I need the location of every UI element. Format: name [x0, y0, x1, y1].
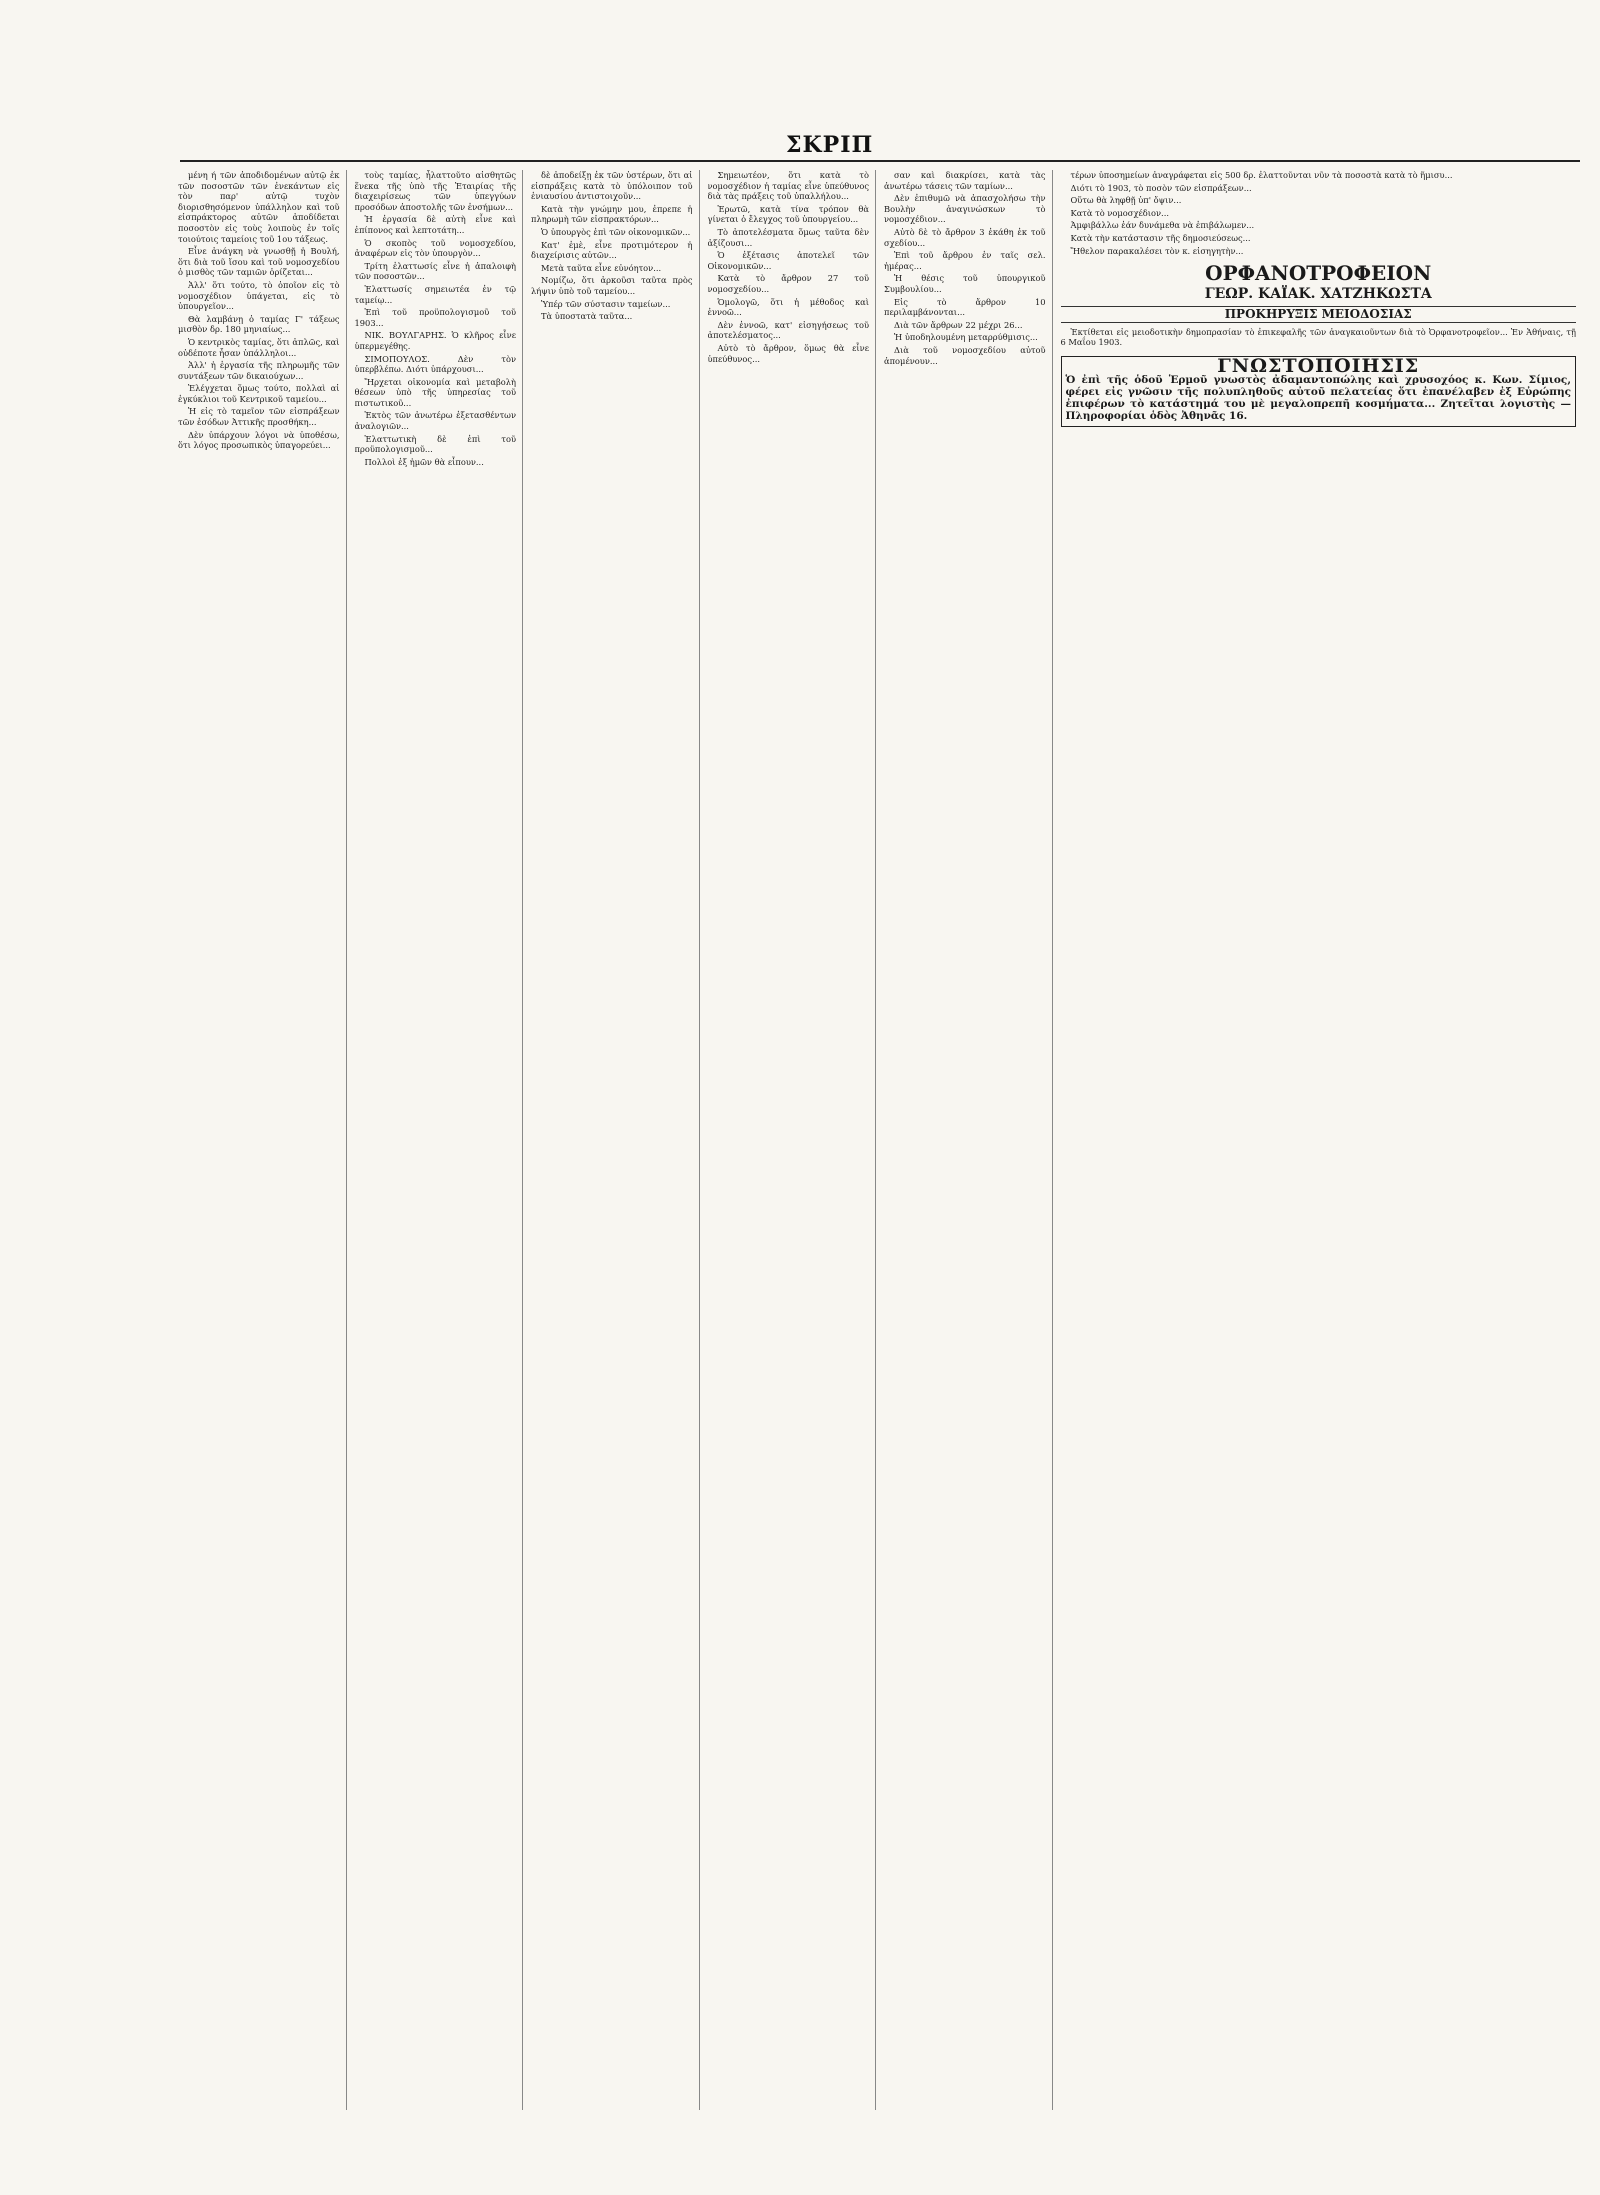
paragraph: Αὐτὸ τὸ ἄρθρον, ὅμως θὰ εἶνε ὑπεύθυνος...: [707, 342, 869, 364]
paragraph: Δὲν ὑπάρχουν λόγοι νὰ ὑποθέσω, ὅτι λόγος προσωπικὸς ὑπαγορεύει...: [178, 429, 340, 451]
announcement-body: Ὁ ἐπὶ τῆς ὁδοῦ Ἑρμοῦ γνωστὸς ἀδαμαντοπώλης καὶ χρυσοχόος κ. Κων. Σίμιος, φέρει εἰς γνῶσιν τῆς πολυπληθοῦς αὐτοῦ πελατείας ὅτι ἐπανέλαβεν ἐξ Εὐρώπης ἐπιφέρων τὸ κατάστημά του μὲ μεγαλοπρεπῆ κοσμήματα... Ζητεῖται λογιστὴς — Πληροφορίαι ὁδὸς Ἀθηνᾶς 16.: [1065, 373, 1571, 422]
header-rule: [180, 160, 1580, 162]
paragraph: Δὲν ἐννοῶ, κατ' εἰσηγήσεως τοῦ ἀποτελέσματος...: [707, 319, 869, 341]
paragraph: Σημειωτέον, ὅτι κατὰ τὸ νομοσχέδιον ἡ ταμίας εἶνε ὑπεύθυνος διὰ τὰς πράξεις τοῦ ὑπαλλήλου...: [707, 170, 869, 202]
paragraph: Διὰ τοῦ νομοσχεδίου αὐτοῦ ἀπομένουν...: [884, 344, 1046, 366]
paragraph: Ὁμολογῶ, ὅτι ἡ μέθοδος καὶ ἐννοῶ...: [707, 296, 869, 318]
paragraph: Διὰ τῶν ἄρθρων 22 μέχρι 26...: [894, 319, 1023, 330]
column-1: [178, 170, 347, 2110]
column-3: [531, 170, 700, 2110]
paragraph: Οὕτω θὰ ληφθῇ ὑπ' ὄψιν...: [1070, 195, 1182, 206]
column-4: [708, 170, 877, 2110]
paragraph: Ὁ κεντρικὸς ταμίας, ὅτι ἀπλῶς, καὶ οὐδέποτε ἦσαν ὑπάλληλοι...: [178, 336, 340, 358]
paragraph: Τὸ ἀποτελέσματα ὅμως ταῦτα δὲν ἀξίζουσι...: [707, 226, 869, 248]
paragraph: Ἡ ὑποδηλουμένη μεταρρύθμισις...: [894, 332, 1038, 343]
paragraph: Ἐλέγχεται ὅμως τούτο, πολλαὶ αἱ ἐγκύκλιοι τοῦ Κεντρικοῦ ταμείου...: [178, 383, 340, 404]
paragraph: Κατὰ τὴν κατάστασιν τῆς δημοσιεύσεως...: [1070, 232, 1251, 243]
paragraph: Θὰ λαμβάνῃ ὁ ταμίας Γ' τάξεως μισθὸν δρ. 180 μηνιαίως...: [178, 313, 340, 335]
paragraph: Κατὰ τὸ ἄρθρον 27 τοῦ νομοσχεδίου...: [707, 273, 869, 294]
paragraph: Ὁ σκοπὸς τοῦ νομοσχεδίου, ἀναφέρων εἰς τὸν ὑπουργὸν...: [354, 237, 516, 259]
column-5: [884, 170, 1053, 2110]
article-columns: [178, 170, 1582, 2110]
paragraph: μένη ή τῶν ἀποδιδομένων αὐτῷ ἐκ τῶν ποσοστῶν τῶν ἐνεκάντων εἰς τὸν παρ' αὐτῷ τυχὸν διορισθησόμενον ὑπάλληλον καὶ τοῦ εἰσπράκτορος αὐτῶν ἀποδίδεται ποσοστὸν εἰς τοὺς λοιποὺς ἐν τοῖς τοιούτοις ταμείοις τοῦ 1ου τάξεως.: [178, 170, 340, 244]
paragraph: Ὁ ὑπουργὸς ἐπὶ τῶν οἰκονομικῶν...: [541, 226, 691, 237]
column-2: [355, 170, 524, 2110]
paragraph: Κατὰ τὸ νομοσχέδιον...: [1070, 207, 1169, 218]
paragraph: Τὰ ὑποστατὰ ταῦτα...: [541, 311, 633, 322]
paragraph: τοὺς ταμίας, ἦλαττοῦτο αἰσθητῶς ἕνεκα τῆς ὑπὸ τῆς Ἑταιρίας τῆς διαχειρίσεως τῶν ὑπεγγύων προσόδων ἀποστολῆς τῶν ἐνσήμων...: [354, 170, 516, 212]
column-6: [1061, 170, 1583, 2110]
paragraph: Ὑπέρ τῶν σύστασιν ταμείων...: [541, 298, 671, 309]
paragraph: Ἡ ἐργασία δὲ αὐτὴ εἶνε καὶ ἐπίπονος καὶ λεπτοτάτη...: [354, 214, 516, 235]
announcement-box: [1061, 356, 1577, 427]
paragraph: Ἀμφιβάλλω ἐάν δυνάμεθα νὰ ἐπιβάλωμεν...: [1070, 220, 1255, 231]
paragraph: Ἤρχεται οἰκονομία καὶ μεταβολὴ θέσεων ὑπὸ τῆς ὑπηρεσίας τοῦ πιστωτικοῦ...: [354, 376, 516, 408]
paragraph: Πολλοὶ ἐξ ἡμῶν θὰ εἶπουν...: [364, 456, 484, 467]
paragraph: Ἐλαττωτικὴ δὲ ἐπὶ τοῦ προϋπολογισμοῦ...: [354, 433, 516, 455]
paragraph: σαν καὶ διακρίσει, κατὰ τὰς ἀνωτέρω τάσεις τῶν ταμίων...: [884, 170, 1046, 191]
masthead: ΣΚΡΙΠ: [780, 132, 879, 158]
paragraph: Ἐπὶ τοῦ ἄρθρου ἐν ταῖς σελ. ἡμέρας...: [884, 250, 1046, 271]
paragraph: Μετὰ ταῦτα εἶνε εὐνόητον...: [541, 262, 662, 273]
announcement-title: ΓΝΩΣΤΟΠΟΙΗΣΙΣ: [1217, 354, 1420, 377]
notice-body: Ἐκτίθεται εἰς μειοδοτικὴν δημοπρασίαν τὸ ἐπικεφαλῆς τῶν ἀναγκαιοῦντων διὰ τὸ Ὀρφανοτροφεῖον... Ἐν Ἀθήναις, τῇ 6 Μαΐου 1903.: [1060, 326, 1576, 348]
paragraph: Ἀλλ' ὅτι τούτο, τὸ ὁποῖον εἰς τὸ νομοσχέδιον ὑπάγεται, εἰς τὸ ὑπουργεῖον...: [178, 279, 340, 312]
paragraph: Εἶνε ἀνάγκη νὰ γνωσθῇ ἡ Βουλή, ὅτι διὰ τοῦ ἴσου καὶ τοῦ νομοσχεδίου ὁ μισθὸς τῶν ταμιῶν ὁρίζεται...: [178, 246, 340, 278]
paragraph: Εἰς τὸ ἄρθρον 10 περιλαμβάνονται...: [884, 296, 1046, 318]
paragraph: Δὲν ἐπιθυμῶ νὰ ἀπασχολήσω τὴν Βουλὴν ἀναγινώσκων τὸ νομοσχέδιον...: [884, 193, 1046, 225]
paragraph: Κατὰ τὴν γνώμην μου, ἐπρεπε ἡ πληρωμὴ τῶν εἰσπρακτόρων...: [531, 203, 693, 225]
paragraph: Ἐκτὸς τῶν ἀνωτέρω ἐξετασθέντων ἀναλογιῶν...: [354, 410, 516, 432]
paragraph: τέρων ὑποσημείων ἀναγράφεται εἰς 500 δρ. ἐλαττοῦνται νῦν τὰ ποσοστὰ κατὰ τὸ ἥμισυ...: [1070, 170, 1453, 180]
notice-subtitle: ΓΕΩΡ. ΚΑΪΑΚ. ΧΑΤΖΗΚΩΣΤΑ: [1204, 286, 1432, 303]
notice-title: ΟΡΦΑΝΟΤΡΟΦΕΙΟΝ: [1205, 261, 1432, 286]
paragraph: Ἡ εἰς τὸ ταμεῖον τῶν εἰσπράξεων τῶν ἐσόδων Ἀττικῆς προσθήκη...: [178, 406, 340, 428]
paragraph: Ἡ θέσις τοῦ ὑπουργικοῦ Συμβουλίου...: [884, 273, 1046, 294]
page-header: [180, 132, 1580, 166]
paragraph: Διότι τὸ 1903, τὸ ποσὸν τῶν εἰσπράξεων...: [1070, 182, 1252, 193]
paragraph: Ἀλλ' ἡ ἐργασία τῆς πληρωμῆς τῶν συντάξεων τῶν δικαιούχων...: [178, 360, 340, 381]
paragraph: Ἐλαττωσίς σημειωτέα ἐν τῷ ταμείῳ...: [354, 283, 516, 305]
paragraph: Αὐτὸ δὲ τὸ ἄρθρον 3 ἐκάθη ἐκ τοῦ σχεδίου...: [884, 226, 1046, 248]
paragraph: δὲ ἀποδείξῃ ἐκ τῶν ὑστέρων, ὅτι αἱ εἰσπράξεις κατὰ τὸ ὑπόλοιπον τοῦ ἐνιαυσίου ἀντιστοιχοῦν...: [531, 170, 693, 202]
notice-label: ΠΡΟΚΗΡΥΞΙΣ ΜΕΙΟΔΟΣΙΑΣ: [1061, 306, 1577, 323]
paragraph: ΣΙΜΟΠΟΥΛΟΣ. Δὲν τὸν ὑπερβλέπω. Διότι ὑπάρχουσι...: [354, 353, 516, 375]
paragraph: Ἤθελον παρακαλέσει τὸν κ. εἰσηγητὴν...: [1070, 245, 1244, 256]
paragraph: Ὁ ἐξέτασις ἀποτελεῖ τῶν Οἰκονομικῶν...: [707, 250, 869, 271]
paragraph: Τρίτη ἐλαττωσίς εἶνε ἡ ἀπαλοιφὴ τῶν ποσοστῶν...: [354, 260, 516, 282]
paragraph: Ἐρωτῶ, κατὰ τίνα τρόπον θὰ γίνεται ὁ ἔλεγχος τοῦ ὑπουργείου...: [707, 203, 869, 225]
paragraph: Νομίζω, ὅτι ἀρκοῦσι ταῦτα πρὸς λήψιν ὑπὸ τοῦ ταμείου...: [531, 275, 693, 296]
paragraph: ΝΙΚ. ΒΟΥΛΓΑΡΗΣ. Ὁ κλῆρος εἶνε ὑπερμεγέθης.: [354, 330, 516, 351]
paragraph: Ἐπὶ τοῦ προϋπολογισμοῦ τοῦ 1903...: [354, 307, 516, 328]
paragraph: Κατ' ἐμὲ, εἶνε προτιμότερον ἡ διαχείρισις αὐτῶν...: [531, 239, 693, 261]
